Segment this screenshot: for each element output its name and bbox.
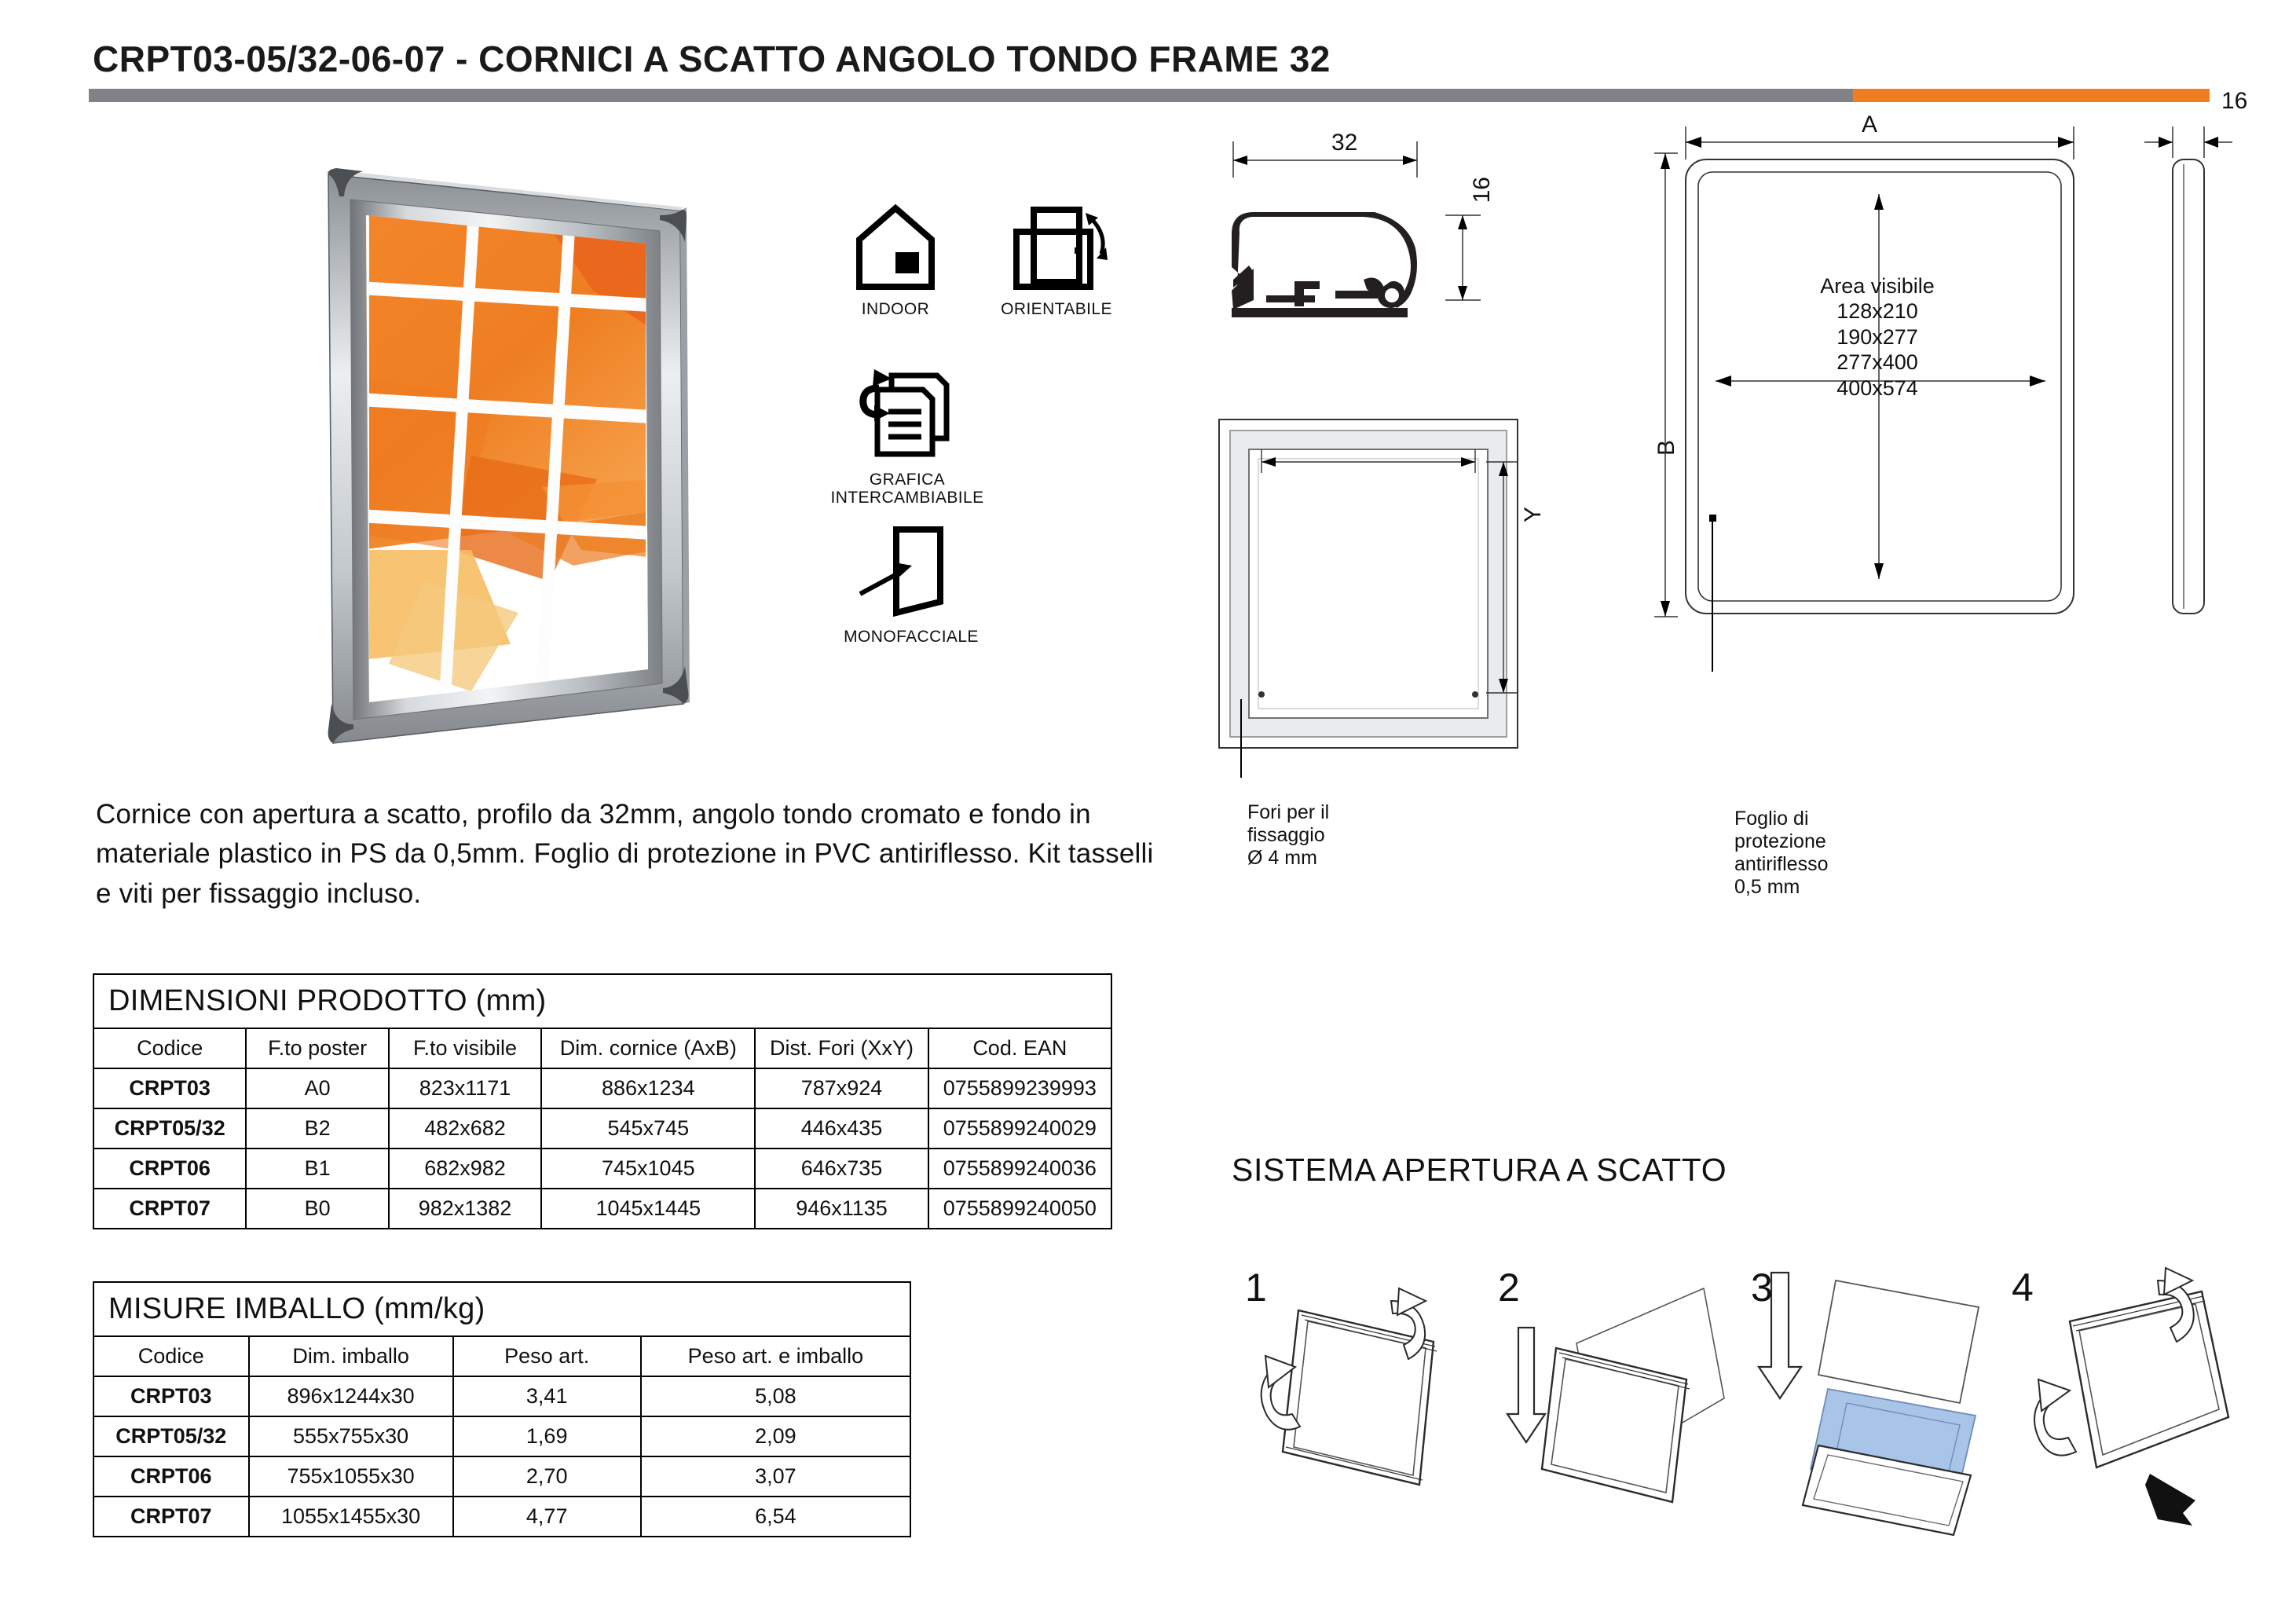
- documents-swap-icon: [855, 369, 959, 463]
- area-visibile-size-2: 190x277: [1836, 324, 1918, 349]
- table-dimensioni-cell: 0755899239993: [928, 1068, 1111, 1108]
- table-dimensioni-header-row: [93, 1028, 1111, 1068]
- profile-section-drawing: [1210, 134, 1540, 361]
- table-dimensioni-cell: 545x745: [541, 1108, 755, 1149]
- area-visibile-size-1: 128x210: [1836, 299, 1918, 324]
- note-fori-line1: Fori per il: [1247, 801, 1330, 823]
- table-dimensioni-title: DIMENSIONI PRODOTTO (mm): [93, 974, 1111, 1028]
- table-imballo-cell: 1055x1455x30: [249, 1497, 453, 1537]
- table-row: [93, 1376, 910, 1416]
- apertura-steps: [1237, 1249, 2258, 1579]
- apertura-step-2-number: 2: [1498, 1266, 1520, 1310]
- step3-insert-graphic-illustration: [1743, 1249, 2010, 1579]
- table-dimensioni-cell: 1045x1445: [541, 1189, 755, 1229]
- table-dimensioni-cell: 0755899240029: [928, 1108, 1111, 1149]
- table-dimensioni-col-header: Cod. EAN: [928, 1028, 1111, 1068]
- table-imballo-cell: 4,77: [453, 1497, 641, 1537]
- table-imballo-col-header: Codice: [93, 1336, 249, 1376]
- step4-frame-close-illustration: [2004, 1249, 2271, 1579]
- table-imballo-col-header: Dim. imballo: [249, 1336, 453, 1376]
- table-row: [93, 1416, 910, 1456]
- table-dimensioni-col-header: F.to visibile: [389, 1028, 541, 1068]
- table-imballo-title-row: [93, 1282, 910, 1336]
- table-dimensioni-col-header: Codice: [93, 1028, 246, 1068]
- table-imballo-cell: 555x755x30: [249, 1416, 453, 1456]
- table-imballo-cell: 3,07: [641, 1456, 910, 1497]
- table-imballo-cell-code: CRPT07: [93, 1497, 249, 1537]
- table-dimensioni-cell: B1: [246, 1149, 388, 1189]
- area-visibile-size-3: 277x400: [1836, 350, 1918, 375]
- step2-frame-lift-illustration: [1490, 1249, 1741, 1579]
- table-dimensioni-col-header: Dist. Fori (XxY): [755, 1028, 928, 1068]
- table-dimensioni-title-row: [93, 974, 1111, 1028]
- table-dimensioni-cell: 646x735: [755, 1149, 928, 1189]
- table-imballo-cell-code: CRPT06: [93, 1456, 249, 1497]
- table-dimensioni-cell-code: CRPT03: [93, 1068, 246, 1108]
- table-dimensioni-cell-code: CRPT05/32: [93, 1108, 246, 1149]
- table-imballo-cell-code: CRPT03: [93, 1376, 249, 1416]
- table-imballo-cell: 755x1055x30: [249, 1456, 453, 1497]
- table-dimensioni-cell: 886x1234: [541, 1068, 755, 1108]
- note-fori-line2: fissaggio: [1247, 824, 1325, 846]
- apertura-step-4: [2004, 1249, 2255, 1579]
- table-row: [93, 1149, 1111, 1189]
- header-rule-gray: [89, 89, 1853, 102]
- table-dimensioni-cell-code: CRPT07: [93, 1189, 246, 1229]
- table-row: [93, 1189, 1111, 1229]
- dim-profile-height: 16: [1469, 177, 1495, 203]
- table-dimensioni-cell: 0755899240036: [928, 1149, 1111, 1189]
- area-visibile-block: [1760, 273, 1995, 401]
- table-dimensioni-col-header: Dim. cornice (AxB): [541, 1028, 755, 1068]
- dim-sheet-thickness: 16: [2221, 88, 2248, 114]
- apertura-step-4-number: 4: [2012, 1266, 2034, 1310]
- note-foglio-line2: protezione: [1734, 830, 1826, 852]
- table-imballo-cell: 6,54: [641, 1497, 910, 1537]
- dim-a-label: A: [1862, 112, 1878, 137]
- table-imballo-cell: 5,08: [641, 1376, 910, 1416]
- feature-grafica: [817, 369, 998, 507]
- apertura-step-2: [1490, 1249, 1741, 1579]
- table-imballo-col-header: Peso art.: [453, 1336, 641, 1376]
- feature-monofacciale-label: MONOFACCIALE: [844, 628, 979, 646]
- dim-b-label: B: [1653, 440, 1679, 456]
- note-foglio-line1: Foglio di: [1734, 808, 1809, 830]
- table-dimensioni-cell-code: CRPT06: [93, 1149, 246, 1189]
- note-fori-line3: Ø 4 mm: [1247, 847, 1317, 869]
- table-imballo-cell: 896x1244x30: [249, 1376, 453, 1416]
- table-imballo-cell: 3,41: [453, 1376, 641, 1416]
- mounting-holes-drawing: [1210, 408, 1563, 786]
- note-foglio-line4: 0,5 mm: [1734, 876, 1800, 898]
- apertura-step-3-number: 3: [1751, 1266, 1773, 1310]
- dim-y-label: Y: [1520, 507, 1546, 523]
- note-foglio-line3: antiriflesso: [1734, 853, 1829, 875]
- table-row: [93, 1497, 910, 1537]
- table-misure-imballo: [93, 1281, 911, 1537]
- feature-indoor: [829, 200, 962, 319]
- table-dimensioni-cell: B2: [246, 1108, 388, 1149]
- table-dimensioni-cell: 787x924: [755, 1068, 928, 1108]
- table-dimensioni-cell: 823x1171: [389, 1068, 541, 1108]
- rotate-frame-icon: [998, 200, 1115, 293]
- table-imballo-col-header: Peso art. e imballo: [641, 1336, 910, 1376]
- apertura-step-1-number: 1: [1245, 1266, 1267, 1310]
- snap-frame-illustration: [314, 141, 707, 762]
- header-rule: [89, 89, 2210, 102]
- table-dimensioni-cell: 982x1382: [389, 1189, 541, 1229]
- table-dimensioni-cell: 682x982: [389, 1149, 541, 1189]
- product-description: Cornice con apertura a scatto, profilo da 32mm, angolo tondo cromato e fondo in materiale plastico in PS da 0,5mm. Foglio di protezione in PVC antiriflesso. Kit tasselli e viti per fissaggio incluso.: [96, 799, 1154, 909]
- table-dimensioni-cell: 0755899240050: [928, 1189, 1111, 1229]
- apertura-section-title: SISTEMA APERTURA A SCATTO: [1232, 1152, 1727, 1188]
- feature-grafica-label-line1: GRAFICA: [869, 471, 946, 489]
- technical-drawings: [1210, 88, 2262, 1021]
- single-face-panel-icon: [852, 526, 970, 621]
- table-dimensioni-cell: 446x435: [755, 1108, 928, 1149]
- feature-grafica-label-line2: INTERCAMBIABILE: [830, 488, 984, 507]
- table-imballo-cell: 2,70: [453, 1456, 641, 1497]
- note-foglio-protezione: [1734, 808, 1829, 899]
- step1-frame-open-illustration: [1237, 1249, 1489, 1579]
- table-row: [93, 1456, 910, 1497]
- page-title: CRPT03-05/32-06-07 - CORNICI A SCATTO ANGOLO TONDO FRAME 32: [93, 38, 1331, 79]
- area-visibile-title: Area visibile: [1820, 274, 1935, 298]
- header-rule-orange: [1853, 89, 2210, 102]
- table-imballo-cell: 2,09: [641, 1416, 910, 1456]
- note-fori-fissaggio: [1247, 801, 1329, 870]
- house-icon: [851, 200, 939, 293]
- table-dimensioni-cell: 745x1045: [541, 1149, 755, 1189]
- table-dimensioni-cell: A0: [246, 1068, 388, 1108]
- dim-profile-width: 32: [1331, 130, 1358, 156]
- feature-monofacciale: [817, 526, 1005, 647]
- table-row: [93, 1108, 1111, 1149]
- feature-indoor-label: INDOOR: [861, 300, 930, 318]
- table-dimensioni-col-header: F.to poster: [246, 1028, 388, 1068]
- table-row: [93, 1068, 1111, 1108]
- feature-orientabile-label: ORIENTABILE: [1001, 300, 1112, 318]
- product-photo: [314, 141, 707, 762]
- apertura-step-3: [1743, 1249, 1994, 1579]
- table-dimensioni-cell: B0: [246, 1189, 388, 1229]
- table-dimensioni-cell: 946x1135: [755, 1189, 928, 1229]
- feature-icon-group: [793, 200, 1131, 680]
- area-visibile-size-4: 400x574: [1836, 376, 1918, 400]
- table-imballo-title: MISURE IMBALLO (mm/kg): [93, 1282, 910, 1336]
- table-imballo-cell-code: CRPT05/32: [93, 1416, 249, 1456]
- feature-orientabile: [982, 200, 1131, 319]
- frame-front-and-side-drawing: [1524, 122, 2262, 1002]
- table-imballo-header-row: [93, 1336, 910, 1376]
- table-dimensioni-prodotto: [93, 973, 1112, 1229]
- table-imballo-cell: 1,69: [453, 1416, 641, 1456]
- apertura-step-1: [1237, 1249, 1489, 1579]
- table-dimensioni-cell: 482x682: [389, 1108, 541, 1149]
